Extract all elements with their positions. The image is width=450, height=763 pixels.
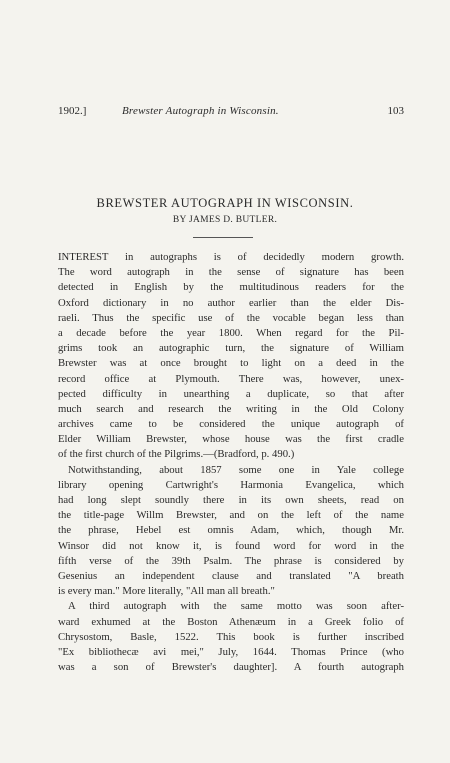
text-line: Gesenius an independent clause and translated "A breath [58, 569, 404, 582]
text-line: Chrysostom, Basle, 1522. This book is further inscribed [58, 630, 404, 643]
text-line: of the first church of the Pilgrims.—(Bradford, p. 490.) [58, 448, 295, 461]
text-line: a decade before the year 1800. When regard for the Pil- [58, 326, 404, 339]
text-line: "Ex bibliothecæ avi mei," July, 1644. Thomas Prince (who [58, 645, 404, 658]
title-divider [193, 237, 253, 238]
text-line: The word autograph in the sense of signature has been [58, 266, 404, 279]
text-line: pected difficulty in unearthing a duplicate, so that after [58, 387, 404, 400]
text-line: was a son of Brewster's daughter]. A fourth autograph [58, 661, 404, 674]
text-line: Winsor did not know it, is found word for word in the [58, 539, 404, 552]
text-line: fifth verse of the 39th Psalm. The phrase is considered by [58, 554, 404, 567]
running-head-title: Brewster Autograph in Wisconsin. [122, 105, 279, 117]
text-line: record office at Plymouth. There was, however, unex- [58, 372, 404, 385]
text-line: the title-page Willm Brewster, and on the left of the name [58, 509, 404, 522]
article-byline: BY JAMES D. BUTLER. [172, 215, 278, 225]
text-line: the phrase, Hebel est omnis Adam, which, though Mr. [58, 524, 404, 537]
article-title: BREWSTER AUTOGRAPH IN WISCONSIN. [96, 196, 354, 210]
text-line: Notwithstanding, about 1857 some one in Yale college [68, 463, 404, 476]
text-line: had long slept soundly there in its own sheets, read on [58, 494, 404, 506]
text-line: A third autograph with the same motto was soon after- [68, 600, 404, 613]
page-number: 103 [387, 105, 404, 117]
article-body [58, 250, 404, 675]
text-line: Oxford dictionary in no author earlier than the elder Dis- [58, 296, 404, 309]
text-line: library opening Cartwright's Harmonia Evangelica, which [58, 478, 404, 491]
running-head [58, 105, 404, 121]
running-head-year: 1902.] [58, 105, 87, 117]
text-line: raeli. Thus the specific use of the vocable began less than [58, 311, 404, 324]
text-line: detected in English by the multitudinous readers for the [58, 281, 404, 294]
text-line: INTEREST in autographs is of decidedly modern growth. [58, 251, 404, 263]
text-line: archives came to be considered the unique autograph of [58, 418, 404, 431]
text-line: Brewster was at once brought to light on a deed in the [58, 357, 404, 370]
text-line: much search and research the writing in the Old Colony [58, 402, 404, 415]
text-line: grims took an autographic turn, the signature of William [58, 342, 404, 355]
text-line: is every man." More literally, "All man all breath." [58, 585, 275, 598]
text-line: ward exhumed at the Boston Athenæum in a Greek folio of [58, 615, 404, 628]
text-line: Elder William Brewster, whose house was the first cradle [58, 433, 404, 446]
